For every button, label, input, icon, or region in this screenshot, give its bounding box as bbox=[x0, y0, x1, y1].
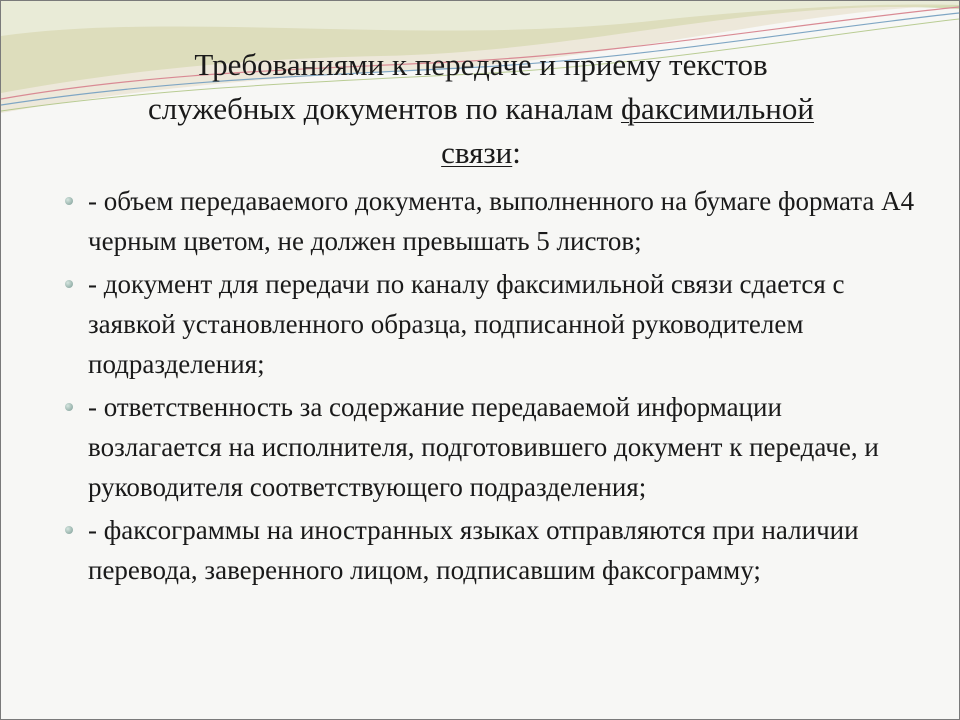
title-underlined-term-1: факсимильной bbox=[620, 91, 814, 126]
list-item bbox=[88, 510, 918, 590]
slide-title bbox=[71, 43, 891, 175]
title-line-3-suffix: : bbox=[512, 135, 521, 170]
requirements-list bbox=[88, 181, 918, 593]
list-item bbox=[88, 264, 918, 384]
bullet-icon bbox=[65, 197, 73, 205]
list-item-text: - ответственность за содержание передаваемой информации возлагается на исполнителя, подготовившего документ к передаче, и руководителя соответствующего подразделения; bbox=[88, 392, 879, 502]
list-item bbox=[88, 181, 918, 261]
bullet-icon bbox=[65, 280, 73, 288]
list-item-text: - документ для передачи по каналу факсимильной связи сдается с заявкой установленного образца, подписанной руководителем подразделения; bbox=[88, 269, 845, 379]
title-line-1: Требованиями к передаче и приему текстов bbox=[194, 47, 768, 82]
bullet-icon bbox=[65, 403, 73, 411]
list-item-text: - объем передаваемого документа, выполненного на бумаге формата А4 черным цветом, не должен превышать 5 листов; bbox=[88, 186, 915, 256]
title-line-2-prefix: служебных документов по каналам bbox=[148, 91, 621, 126]
title-underlined-term-2: связи bbox=[441, 135, 513, 170]
bullet-icon bbox=[65, 526, 73, 534]
list-item-text: - факсограммы на иностранных языках отправляются при наличии перевода, заверенного лицом, подписавшим факсограмму; bbox=[88, 515, 859, 585]
list-item bbox=[88, 387, 918, 507]
